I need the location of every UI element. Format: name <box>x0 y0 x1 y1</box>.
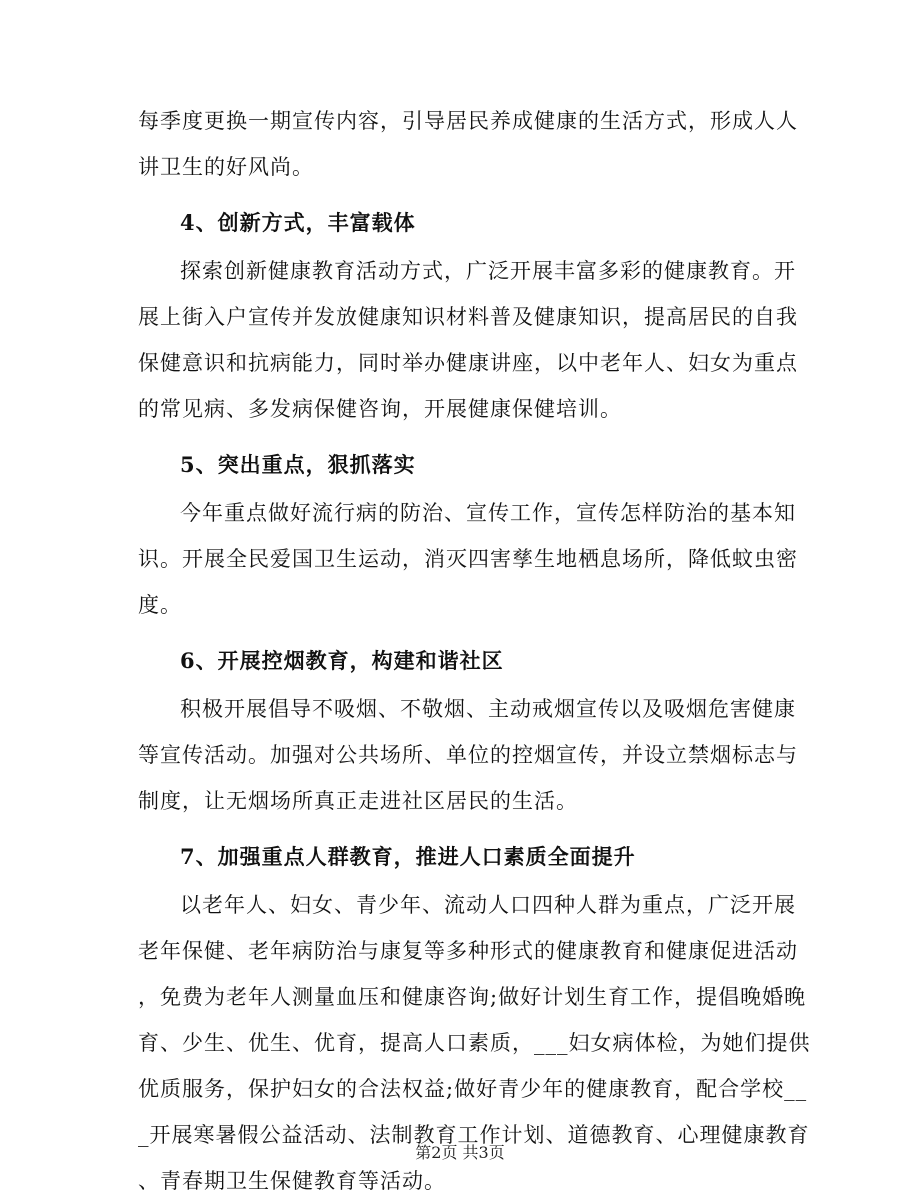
text-line: 识。开展全民爱国卫生运动，消灭四害孳生地栖息场所，降低蚊虫密 <box>138 547 798 571</box>
page-number-footer: 第2页 共3页 <box>415 1143 505 1162</box>
section-heading: 6、开展控烟教育，构建和谐社区 <box>180 648 504 673</box>
text-line: 今年重点做好流行病的防治、宣传工作，宣传怎样防治的基本知 <box>180 501 796 525</box>
text-line: 优质服务，保护妇女的合法权益;做好青少年的健康教育，配合学校__ <box>138 1077 808 1101</box>
section-6 <box>138 638 798 824</box>
text-line: 每季度更换一期宣传内容，引导居民养成健康的生活方式，形成人人 <box>138 109 798 133</box>
text-line: 的常见病、多发病保健咨询，开展健康保健培训。 <box>138 397 622 421</box>
text-line: 以老年人、妇女、青少年、流动人口四种人群为重点，广泛开展 <box>180 893 796 917</box>
text-line: 度。 <box>138 593 182 617</box>
text-line: 积极开展倡导不吸烟、不敬烟、主动戒烟宣传以及吸烟危害健康 <box>180 697 796 721</box>
text-line: 育、少生、优生、优育，提高人口素质，___妇女病体检，为她们提供 <box>138 1031 811 1055</box>
text-line: 保健意识和抗病能力，同时举办健康讲座，以中老年人、妇女为重点 <box>138 351 798 375</box>
text-line: 制度，让无烟场所真正走进社区居民的生活。 <box>138 789 578 813</box>
text-line: 展上街入户宣传并发放健康知识材料普及健康知识，提高居民的自我 <box>138 305 798 329</box>
text-line: 讲卫生的好风尚。 <box>138 155 314 179</box>
text-line: 、青春期卫生保健教育等活动。 <box>138 1169 446 1193</box>
section-heading: 5、突出重点，狠抓落实 <box>180 452 416 477</box>
section-5 <box>138 442 798 628</box>
intro-paragraph <box>138 98 798 190</box>
section-4 <box>138 200 798 432</box>
document-body <box>138 98 811 1204</box>
section-heading: 7、加强重点人群教育，推进人口素质全面提升 <box>180 844 636 869</box>
text-line: _开展寒暑假公益活动、法制教育工作计划、道德教育、心理健康教育 <box>138 1123 810 1147</box>
text-line: ，免费为老年人测量血压和健康咨询;做好计划生育工作，提倡晚婚晚 <box>138 985 807 1009</box>
section-heading: 4、创新方式，丰富载体 <box>180 210 416 235</box>
text-line: 老年保健、老年病防治与康复等多种形式的健康教育和健康促进活动 <box>138 939 798 963</box>
text-line: 等宣传活动。加强对公共场所、单位的控烟宣传，并设立禁烟标志与 <box>138 743 798 767</box>
text-line: 探索创新健康教育活动方式，广泛开展丰富多彩的健康教育。开 <box>180 259 796 283</box>
